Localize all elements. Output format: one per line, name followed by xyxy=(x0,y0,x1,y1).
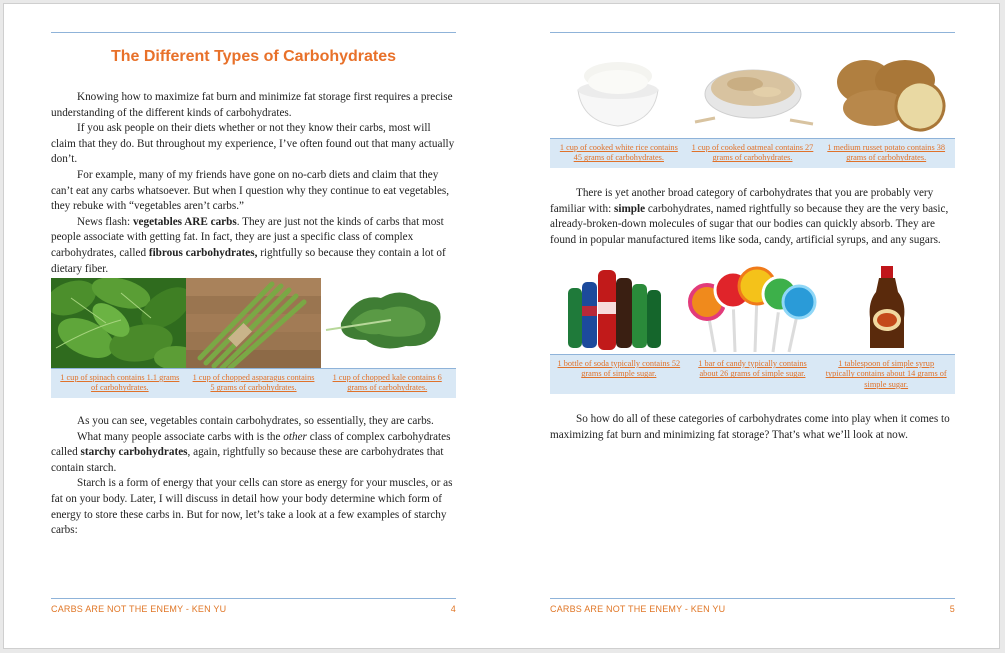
candy-image xyxy=(685,262,820,354)
paragraph: What many people associate carbs with is the other class of complex carbohydrates called starchy carbohydrates, again, rightfully so because these are carbohydrates that contain starch. xyxy=(51,430,451,474)
caption[interactable]: 1 cup of chopped asparagus contains 5 grams of carbohydrates. xyxy=(192,373,315,393)
conclusion-text xyxy=(550,412,955,443)
page-footer xyxy=(550,604,955,614)
footer-title: CARBS ARE NOT THE ENEMY - KEN YU xyxy=(550,604,726,614)
caption[interactable]: 1 cup of cooked oatmeal contains 27 grams of carbohydrates. xyxy=(691,143,814,163)
caption[interactable]: 1 bar of candy typically contains about 26 grams of simple sugar. xyxy=(698,359,807,379)
rice-image xyxy=(550,42,685,138)
paragraph: There is yet another broad category of carbohydrates that you are probably very familiar with: simple carbohydrates, named rightfully so because they are the very basic, already-broken-down molecules of sugar that our bodies can quickly absorb. They are found in popular manufactured items like soda, candy, artificial syrups, and any sugars. xyxy=(550,187,949,246)
paragraph: If you ask people on their diets whether or not they know their carbs, most will claim that they do. But throughout my experience, I’ve often found out that many actually don’t. xyxy=(51,122,455,166)
page-number: 4 xyxy=(450,604,456,614)
page-footer xyxy=(51,604,456,614)
starch-text xyxy=(51,414,456,539)
footer-rule xyxy=(51,598,456,599)
caption[interactable]: 1 cup of cooked white rice contains 45 grams of carbohydrates. xyxy=(559,143,678,163)
header-rule xyxy=(51,32,456,33)
simple-carbs-text xyxy=(550,186,955,248)
paragraph: News flash: vegetables ARE carbs. They are just not the kinds of carbs that most people associate with getting fat. In fact, they are just a specific class of complex carbohydrates, called fibrous carbohydrates, rightfully so because they contain a lot of dietary fiber. xyxy=(51,215,446,275)
paragraph: Knowing how to maximize fat burn and minimize fat storage first requires a precise understanding of the different kinds of carbohydrates. xyxy=(51,91,453,119)
caption[interactable]: 1 medium russet potato contains 38 grams of carbohydrates. xyxy=(827,143,946,163)
caption[interactable]: 1 bottle of soda typically contains 52 grams of simple sugar. xyxy=(557,359,681,379)
potato-image xyxy=(820,42,955,138)
page-title: The Different Types of Carbohydrates xyxy=(110,48,397,65)
starch-gallery xyxy=(550,42,955,168)
spinach-image xyxy=(51,278,186,368)
footer-title: CARBS ARE NOT THE ENEMY - KEN YU xyxy=(51,604,227,614)
book-spread xyxy=(3,3,1000,649)
sugar-gallery xyxy=(550,262,955,394)
left-page xyxy=(51,4,456,648)
intro-text xyxy=(51,90,456,293)
oatmeal-image xyxy=(685,42,820,138)
soda-image xyxy=(550,262,685,354)
caption[interactable]: 1 tablespoon of simple syrup typically contains about 14 grams of simple sugar. xyxy=(825,359,947,389)
caption[interactable]: 1 cup of chopped kale contains 6 grams of carbohydrates. xyxy=(332,373,442,393)
asparagus-image xyxy=(186,278,321,368)
kale-image xyxy=(321,278,456,368)
caption[interactable]: 1 cup of spinach contains 1.1 grams of carbohydrates. xyxy=(60,373,180,393)
paragraph: For example, many of my friends have gone on no-carb diets and claim that they can’t eat any carbs whatsoever. But when I question why they continue to eat vegetables, they rebuke with “vegetables aren’t carbs.” xyxy=(51,168,450,213)
header-rule xyxy=(550,32,955,33)
right-page xyxy=(550,4,955,648)
syrup-image xyxy=(820,262,955,354)
footer-rule xyxy=(550,598,955,599)
paragraph: Starch is a form of energy that your cells can store as energy for your muscles, or as fat on your body. Later, I will discuss in detail how your body determine which form of energy to store these carbs in. But for now, let’s take a look at a few examples of starchy carbs: xyxy=(51,477,453,537)
paragraph: So how do all of these categories of carbohydrates come into play when it comes to maximizing fat burn and minimizing fat storage? That’s what we’ll look at now. xyxy=(550,413,950,441)
paragraph: As you can see, vegetables contain carbohydrates, so essentially, they are carbs. xyxy=(77,415,434,427)
vegetable-gallery xyxy=(51,278,456,398)
page-number: 5 xyxy=(949,604,955,614)
